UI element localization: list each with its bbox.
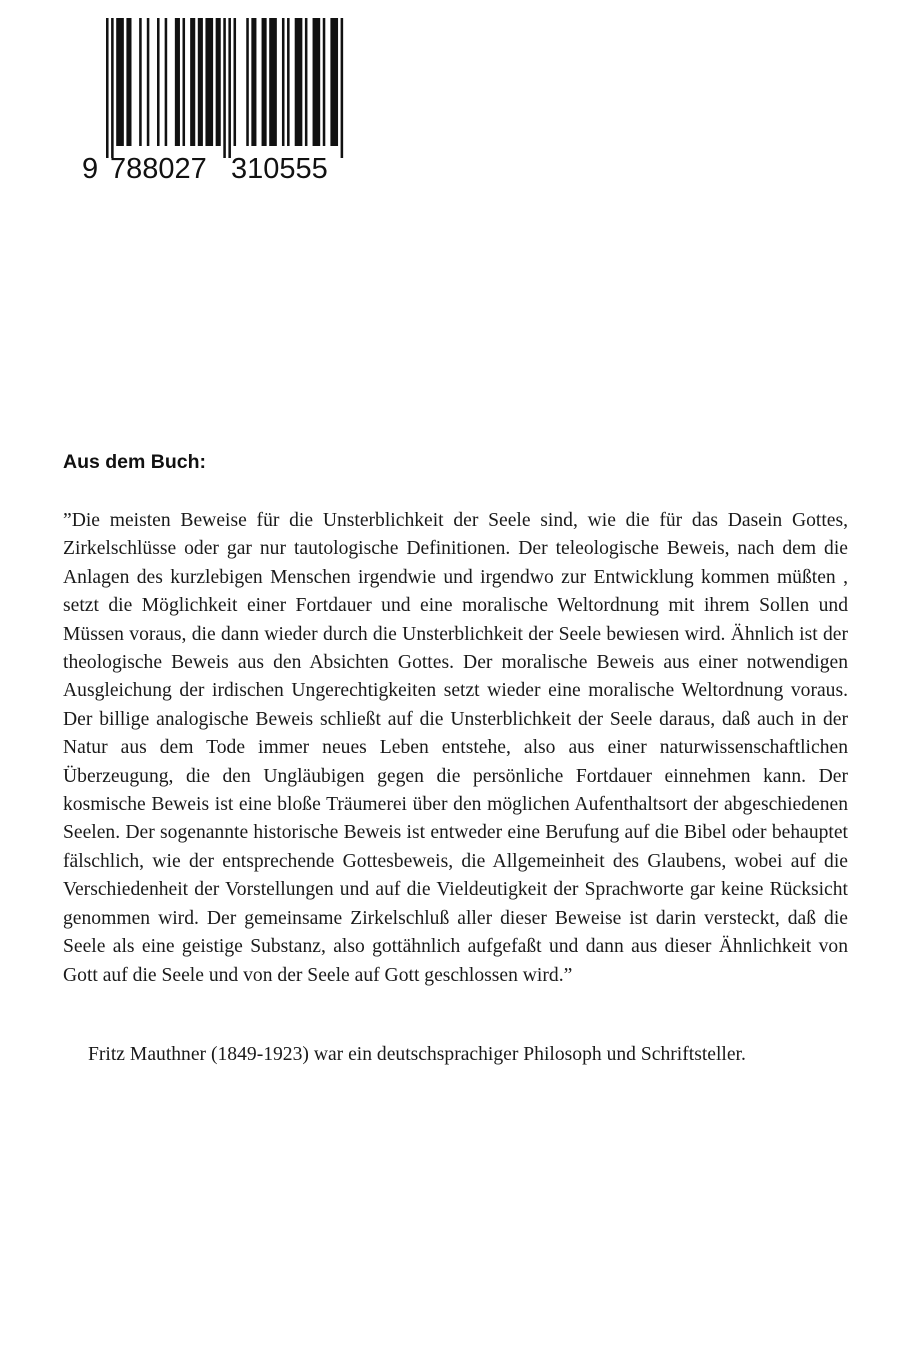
isbn-barcode: [82, 18, 344, 180]
barcode-bar: [295, 18, 303, 146]
barcode-bar: [323, 18, 326, 146]
barcode-bar: [165, 18, 168, 146]
author-note: Fritz Mauthner (1849-1923) war ein deutschsprachiger Philosoph und Schriftsteller.: [88, 1044, 746, 1065]
barcode-bar: [234, 18, 237, 146]
barcode-bar: [287, 18, 290, 146]
barcode-guard-bar: [228, 18, 231, 158]
barcode-bar: [262, 18, 267, 146]
barcode-bar: [246, 18, 249, 146]
excerpt-heading: Aus dem Buch:: [63, 451, 207, 473]
barcode-bar: [251, 18, 256, 146]
barcode-bar: [205, 18, 213, 146]
barcode-guard-bar: [223, 18, 226, 158]
barcode-bar: [198, 18, 203, 146]
barcode-right-digits: 310555: [231, 153, 328, 180]
barcode-bar: [190, 18, 195, 146]
barcode-bar: [126, 18, 131, 146]
barcode-bar: [157, 18, 160, 146]
barcode-bar: [313, 18, 321, 146]
barcode-left-digits: 788027: [110, 153, 207, 180]
barcode-bar: [147, 18, 150, 146]
barcode-guard-bar: [341, 18, 344, 158]
barcode-bar: [330, 18, 338, 146]
barcode-bar: [269, 18, 277, 146]
barcode-bar: [116, 18, 124, 146]
barcode-guard-bar: [106, 18, 109, 158]
barcode-first-digit: 9: [82, 153, 99, 180]
barcode-bar: [183, 18, 186, 146]
barcode-bar: [175, 18, 180, 146]
barcode-bar: [216, 18, 221, 146]
excerpt-quote: ”Die meisten Beweise für die Unsterblichkeit der Seele sind, wie die für das Dasein Gottes, Zirkelschlüsse oder gar nur tautologische Definitionen. Der teleologische Beweis, nach dem die Anlagen des kurzlebigen Menschen irgendwie und irgendwo zur Entwicklung kommen müßten , setzt die Möglichkeit einer Fortdauer und eine moralische Weltordnung mit ihrem Sollen und Müssen voraus, die dann wieder durch die Unsterblichkeit der Seele bewiesen wird. Ähnlich ist der theologische Beweis aus den Absichten Gottes. Der moralische Beweis aus einer notwendigen Ausgleichung der irdischen Ungerechtigkeiten setzt wieder eine moralische Weltordnung voraus. Der billige analogische Beweis schließt auf die Unsterblichkeit der Seele daraus, daß auch in der Natur aus dem Tode immer neues Leben entstehe, also aus einer naturwissenschaftlichen Überzeugung, die den Ungläubigen gegen die persönliche Fortdauer einnehmen kann. Der kosmische Beweis ist eine bloße Träumerei über den möglichen Aufenthaltsort der abgeschiedenen Seelen. Der sogenannte historische Beweis ist entweder eine Berufung auf die Bibel oder behauptet fälschlich, wie der entsprechende Gottesbeweis, die Allgemeinheit des Glaubens, wobei auf die Verschiedenheit der Vorstellungen und auf die Vieldeutigkeit der Sprachworte gar keine Rücksicht genommen wird. Der gemeinsame Zirkelschluß aller dieser Beweise ist darin versteckt, daß die Seele als eine geistige Substanz, also gottähnlich aufgefaßt und dann aus dieser Ähnlichkeit von Gott auf die Seele und von der Seele auf Gott geschlossen wird.”: [63, 510, 848, 986]
barcode-bar: [305, 18, 308, 146]
barcode-bar: [139, 18, 142, 146]
barcode-guard-bar: [111, 18, 114, 158]
barcode-graphic: [82, 18, 344, 180]
barcode-bar: [282, 18, 285, 146]
